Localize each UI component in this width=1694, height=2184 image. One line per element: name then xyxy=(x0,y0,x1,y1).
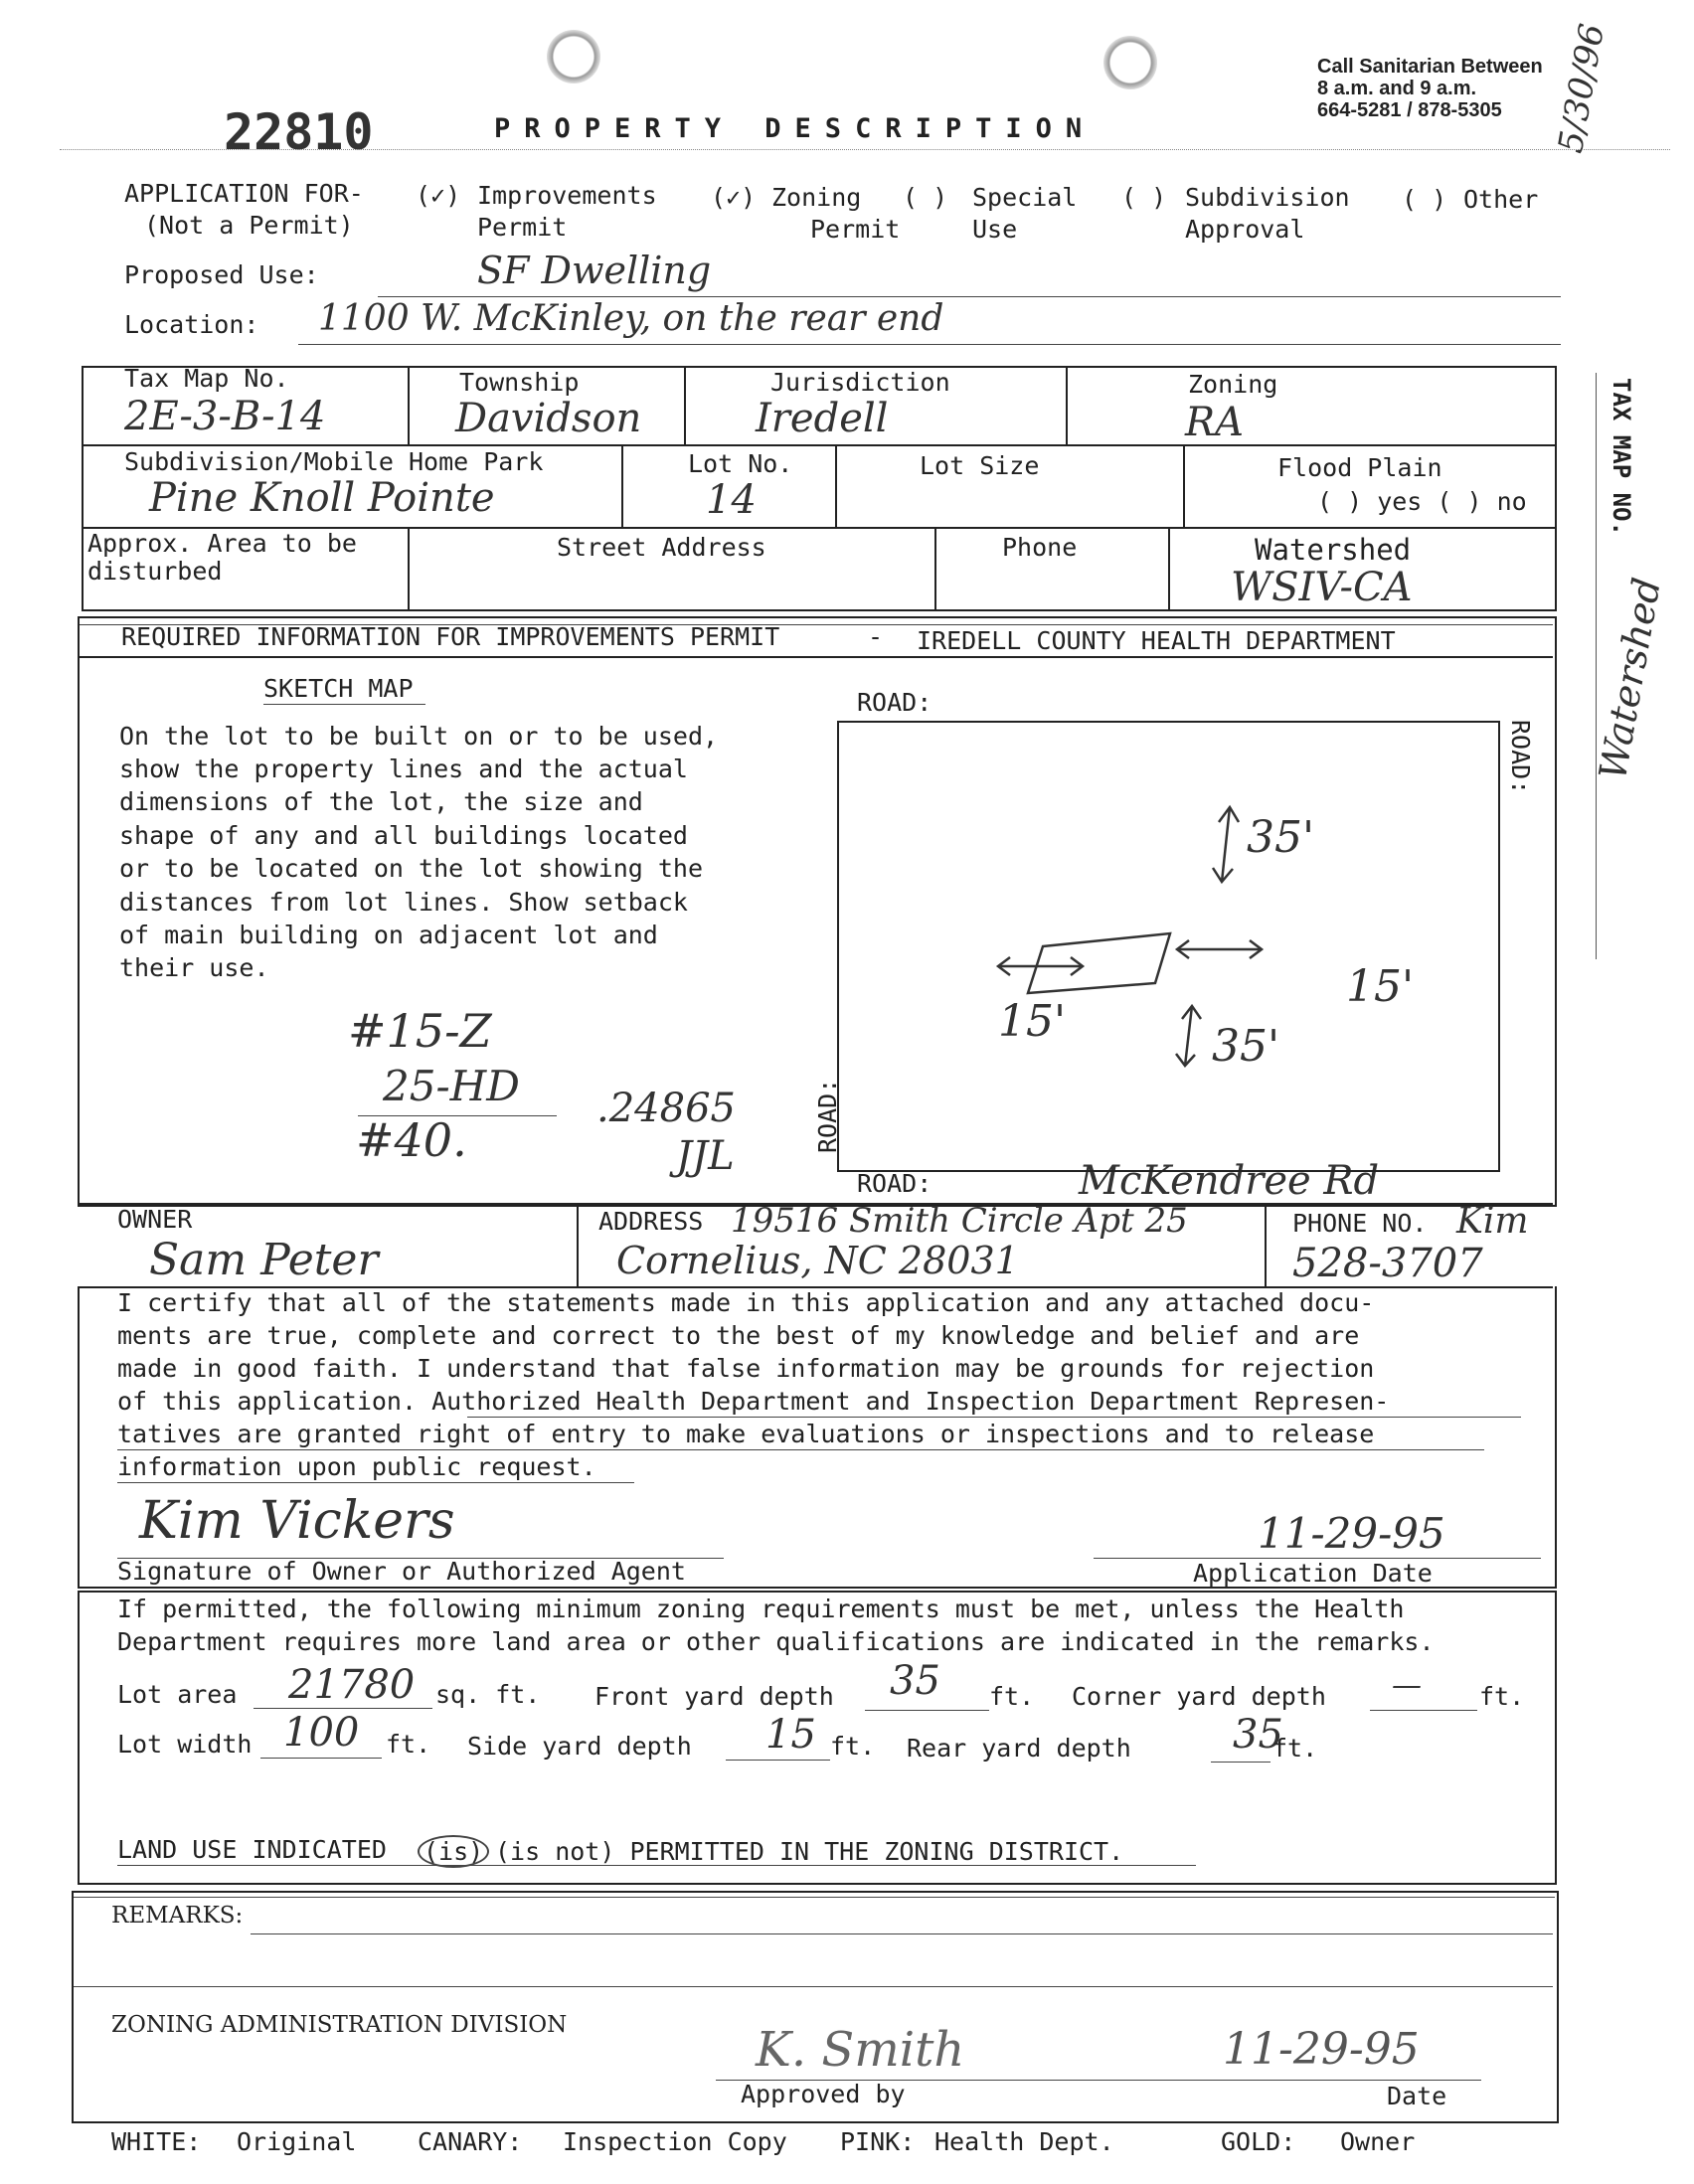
certify-line: information upon public request. xyxy=(117,1452,596,1481)
tax-map-value[interactable]: 2E-3-B-14 xyxy=(124,394,326,439)
area-disturbed-label-2: disturbed xyxy=(87,557,223,586)
remarks-label: REMARKS: xyxy=(111,1903,244,1929)
lot-area-line xyxy=(254,1708,432,1709)
road-label-right: ROAD: xyxy=(1506,720,1535,795)
sketch-title-underline xyxy=(263,704,425,705)
land-use-underline xyxy=(117,1865,1196,1866)
watershed-value[interactable]: WSIV-CA xyxy=(1231,565,1413,610)
certify-underline-3 xyxy=(117,1482,634,1483)
instruction-line: show the property lines and the actual xyxy=(119,755,688,783)
zoning-value[interactable]: RA xyxy=(1185,400,1245,445)
signature-label: Signature of Owner or Authorized Agent xyxy=(117,1557,686,1586)
option-improvements: Improvements xyxy=(477,181,657,210)
header-dotted-rule xyxy=(60,149,1670,150)
corner-yard-label: Corner yard depth xyxy=(1072,1682,1326,1711)
footer-pink-label: PINK: xyxy=(840,2127,916,2156)
required-header-right: IREDELL COUNTY HEALTH DEPARTMENT xyxy=(917,626,1396,655)
front-yard-unit: ft. xyxy=(989,1682,1035,1711)
approval-date-label: Date xyxy=(1387,2082,1447,2110)
instruction-line: or to be located on the lot showing the xyxy=(119,854,703,883)
footer-pink-value: Health Dept. xyxy=(934,2127,1114,2156)
address-line1[interactable]: 19516 Smith Circle Apt 25 xyxy=(731,1201,1188,1241)
corner-yard-unit: ft. xyxy=(1479,1682,1525,1711)
option-mark-subdivision[interactable]: ( ) xyxy=(1121,183,1167,212)
footer-white-label: WHITE: xyxy=(111,2127,202,2156)
owner-phone-name: Kim xyxy=(1456,1201,1529,1242)
parcel-col-div-2 xyxy=(684,366,686,444)
phone-label: Phone xyxy=(1002,533,1078,562)
lot-no-value[interactable]: 14 xyxy=(706,477,757,523)
land-use-text-2: (is not) PERMITTED IN THE ZONING DISTRICT. xyxy=(495,1837,1124,1866)
front-yard-value[interactable]: 35 xyxy=(890,1658,940,1704)
subdivision-value[interactable]: Pine Knoll Pointe xyxy=(149,475,495,521)
rear-yard-value[interactable]: 35 xyxy=(1233,1712,1283,1758)
required-header-left: REQUIRED INFORMATION FOR IMPROVEMENTS PERMIT xyxy=(121,622,780,651)
parcel-col-div-6 xyxy=(1183,444,1185,527)
fee-total: #40. xyxy=(356,1113,467,1167)
lot-width-value[interactable]: 100 xyxy=(283,1710,360,1756)
footer-canary-label: CANARY: xyxy=(418,2127,523,2156)
option-subdivision: Subdivision xyxy=(1185,183,1350,212)
tax-map-label: Tax Map No. xyxy=(124,364,289,393)
margin-rule xyxy=(1596,373,1597,959)
arrow-right xyxy=(1177,940,1262,958)
zoning-division-label: ZONING ADMINISTRATION DIVISION xyxy=(111,2012,568,2038)
approved-by-label: Approved by xyxy=(741,2080,906,2108)
instruction-line: On the lot to be built on or to be used, xyxy=(119,722,719,751)
street-address-label: Street Address xyxy=(557,533,766,562)
zoning-intro-2: Department requires more land area or other qualifications are indicated in the remarks. xyxy=(117,1627,1435,1656)
lot-area-label: Lot area xyxy=(117,1680,238,1709)
footer-gold-value: Owner xyxy=(1340,2127,1416,2156)
option-mark-other[interactable]: ( ) xyxy=(1402,185,1447,214)
instruction-line: of main building on adjacent lot and xyxy=(119,921,658,949)
township-label: Township xyxy=(459,368,580,397)
address-label: ADDRESS xyxy=(598,1207,704,1236)
approver-signature[interactable]: K. Smith xyxy=(756,2022,965,2078)
footer-gold-label: GOLD: xyxy=(1221,2127,1296,2156)
dim-top-label: 35' xyxy=(1247,812,1315,863)
corner-yard-line xyxy=(1370,1710,1477,1711)
instruction-line: their use. xyxy=(119,953,269,982)
side-yard-line xyxy=(726,1760,830,1761)
certify-line: ments are true, complete and correct to the best of my knowledge and belief and are xyxy=(117,1321,1360,1350)
arrow-top xyxy=(1213,807,1239,882)
option-zoning: Zoning xyxy=(771,183,862,212)
front-yard-line xyxy=(865,1710,989,1711)
punch-hole-left xyxy=(547,30,600,84)
page-title: PROPERTY DESCRIPTION xyxy=(494,113,1097,144)
sanitarian-line1: Call Sanitarian Between xyxy=(1317,56,1543,78)
sanitarian-phone: 664-5281 / 878-5305 xyxy=(1317,99,1502,121)
rear-yard-unit: ft. xyxy=(1272,1734,1318,1763)
required-header-dash: - xyxy=(868,622,884,651)
option-other: Other xyxy=(1463,185,1539,214)
watershed-label: Watershed xyxy=(1255,533,1412,567)
option-mark-zoning[interactable]: (✓) xyxy=(711,183,757,212)
arrow-bottom xyxy=(1176,1006,1201,1066)
instruction-line: dimensions of the lot, the size and xyxy=(119,787,643,816)
subdivision-label: Subdivision/Mobile Home Park xyxy=(124,447,544,476)
road-label-left: ROAD: xyxy=(813,1078,842,1153)
township-value[interactable]: Davidson xyxy=(455,396,642,441)
certify-line: tatives are granted right of entry to make evaluations or inspections and to release xyxy=(117,1420,1375,1448)
option-mark-special-use[interactable]: ( ) xyxy=(903,183,948,212)
fee-sum-line xyxy=(358,1115,557,1116)
application-label: APPLICATION FOR- xyxy=(124,179,364,208)
application-date-value[interactable]: 11-29-95 xyxy=(1258,1509,1445,1558)
road-bottom-value: McKendree Rd xyxy=(1079,1158,1380,1204)
lot-width-line xyxy=(260,1758,382,1759)
option-special-use-line2: Use xyxy=(972,215,1018,244)
site-sketch xyxy=(839,723,1498,1170)
option-mark-improvements[interactable]: (✓) xyxy=(416,181,461,210)
front-yard-label: Front yard depth xyxy=(594,1682,834,1711)
corner-yard-value[interactable]: — xyxy=(1392,1668,1422,1703)
application-sublabel: (Not a Permit) xyxy=(144,211,354,240)
fee-health: 25-HD xyxy=(383,1062,520,1110)
parcel-col-div-5 xyxy=(835,444,837,527)
certify-line: made in good faith. I understand that false information may be grounds for rejection xyxy=(117,1354,1375,1383)
sketch-title: SKETCH MAP xyxy=(263,674,414,703)
fee-initials: JJL xyxy=(676,1133,735,1179)
lot-size-label: Lot Size xyxy=(920,451,1040,480)
flood-plain-options[interactable]: ( ) yes ( ) no xyxy=(1317,487,1527,516)
margin-date: 5/30/96 xyxy=(1551,20,1613,156)
option-subdivision-line2: Approval xyxy=(1185,215,1305,244)
owner-col-div-1 xyxy=(577,1203,579,1286)
proposed-use-line xyxy=(378,296,1561,297)
owner-phone-label: PHONE NO. xyxy=(1292,1209,1428,1238)
address-line2[interactable]: Cornelius, NC 28031 xyxy=(616,1239,1019,1282)
location-value[interactable]: 1100 W. McKinley, on the rear end xyxy=(318,298,944,339)
side-yard-value[interactable]: 15 xyxy=(765,1712,816,1758)
tax-map-side-label: TAX MAP NO. xyxy=(1608,378,1635,536)
footer-canary-value: Inspection Copy xyxy=(563,2127,787,2156)
parcel-col-div-9 xyxy=(1168,527,1170,609)
certify-underline-1 xyxy=(467,1417,1521,1418)
application-date-label: Application Date xyxy=(1193,1559,1433,1588)
flood-plain-label: Flood Plain xyxy=(1277,453,1442,482)
parcel-col-div-7 xyxy=(408,527,410,609)
instruction-line: shape of any and all buildings located xyxy=(119,821,688,850)
rear-yard-line xyxy=(1211,1762,1270,1763)
remarks-line-1[interactable] xyxy=(251,1933,1553,1934)
owner-col-div-2 xyxy=(1265,1203,1267,1286)
location-label: Location: xyxy=(124,310,259,339)
owner-phone-value[interactable]: 528-3707 xyxy=(1292,1241,1483,1286)
footer-white-value: Original xyxy=(237,2127,357,2156)
owner-signature[interactable]: Kim Vickers xyxy=(139,1491,455,1551)
option-special-use: Special xyxy=(972,183,1078,212)
side-yard-label: Side yard depth xyxy=(467,1732,692,1761)
parcel-col-div-3 xyxy=(1066,366,1068,444)
road-label-top: ROAD: xyxy=(857,688,932,717)
punch-hole-right xyxy=(1103,36,1157,89)
rear-yard-label: Rear yard depth xyxy=(907,1734,1131,1763)
owner-label: OWNER xyxy=(117,1205,193,1234)
lot-area-unit: sq. ft. xyxy=(435,1680,541,1709)
remarks-top-inner xyxy=(74,1897,1555,1898)
land-use-is[interactable]: (is) xyxy=(418,1835,489,1868)
parcel-col-div-4 xyxy=(621,444,623,527)
area-disturbed-label: Approx. Area to be xyxy=(87,529,357,558)
sketch-drawing-area[interactable] xyxy=(837,721,1500,1172)
option-zoning-line2: Permit xyxy=(810,215,901,244)
remarks-line-2[interactable] xyxy=(74,1986,1553,1987)
parcel-col-div-8 xyxy=(934,527,936,609)
lot-no-label: Lot No. xyxy=(688,449,793,478)
certify-line: of this application. Authorized Health Department and Inspection Department Represen- xyxy=(117,1387,1390,1416)
margin-note: Watershed xyxy=(1591,574,1669,783)
land-use-text-1: LAND USE INDICATED xyxy=(117,1835,387,1864)
owner-value[interactable]: Sam Peter xyxy=(149,1235,379,1285)
proposed-use-label: Proposed Use: xyxy=(124,260,319,289)
location-line xyxy=(298,344,1561,345)
road-label-bottom: ROAD: xyxy=(857,1169,932,1198)
zoning-intro-1: If permitted, the following minimum zoning requirements must be met, unless the Health xyxy=(117,1595,1405,1623)
sanitarian-line2: 8 a.m. and 9 a.m. xyxy=(1317,78,1477,99)
side-yard-unit: ft. xyxy=(830,1732,876,1761)
dim-left-label: 15' xyxy=(998,996,1067,1047)
arrow-left xyxy=(998,957,1083,975)
fee-zoning: #15-Z xyxy=(348,1004,492,1058)
parcel-col-div-1 xyxy=(408,366,410,444)
option-improvements-line2: Permit xyxy=(477,213,568,242)
form-number: 22810 xyxy=(224,103,374,161)
certify-line: I certify that all of the statements made in this application and any attached docu- xyxy=(117,1288,1375,1317)
house-footprint xyxy=(1028,933,1170,993)
lot-width-label: Lot width xyxy=(117,1730,253,1759)
dim-right-label: 15' xyxy=(1346,961,1415,1012)
dim-bottom-label: 35' xyxy=(1212,1021,1280,1072)
instruction-line: distances from lot lines. Show setback xyxy=(119,888,688,917)
certify-underline-2 xyxy=(117,1449,1484,1450)
receipt-number: .24865 xyxy=(596,1086,736,1131)
proposed-use-value[interactable]: SF Dwelling xyxy=(477,249,712,292)
lot-area-value[interactable]: 21780 xyxy=(288,1662,416,1708)
sketch-header-rule xyxy=(80,656,1553,658)
lot-width-unit: ft. xyxy=(386,1730,431,1759)
jurisdiction-value[interactable]: Iredell xyxy=(756,396,889,441)
parcel-row-divider-1 xyxy=(82,444,1555,446)
jurisdiction-label: Jurisdiction xyxy=(770,368,950,397)
approval-date-value[interactable]: 11-29-95 xyxy=(1223,2024,1420,2075)
zoning-label: Zoning xyxy=(1188,370,1278,399)
